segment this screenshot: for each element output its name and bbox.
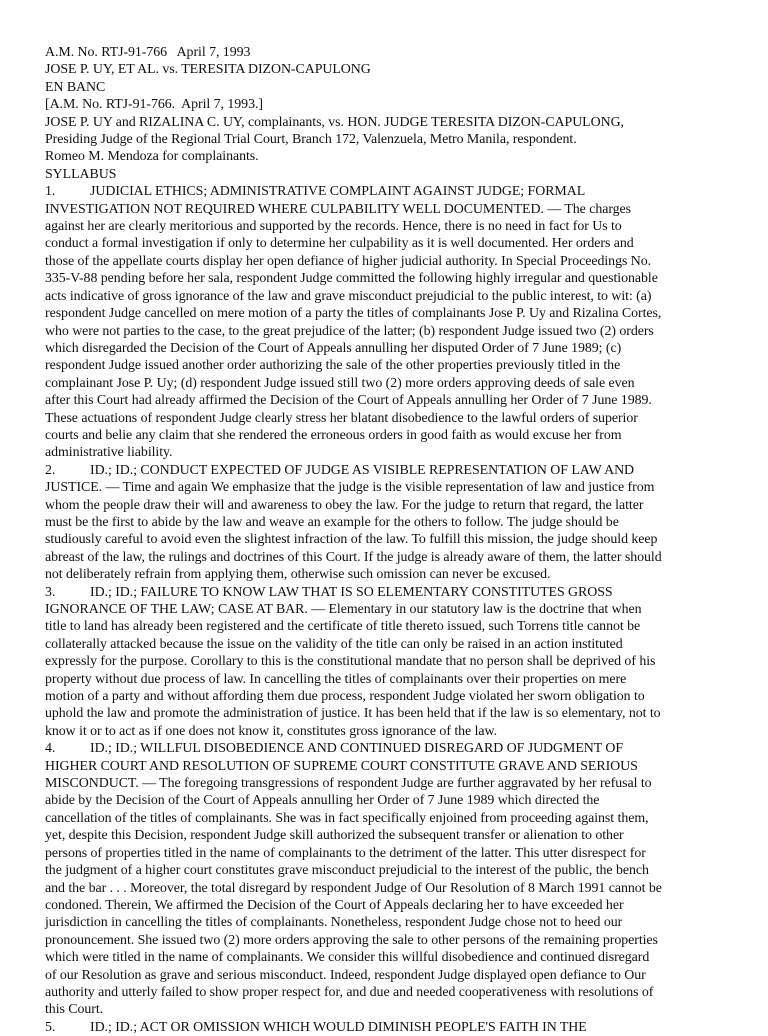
syllabus-item-line: acts indicative of gross ignorance of the law and grave misconduct prejudicial to the public interest, to wit: (a) [45, 288, 652, 304]
syllabus-item-number: 1. [45, 184, 56, 200]
syllabus-item-line [45, 740, 725, 757]
syllabus-item-line: title to land has already been registered and the certificate of title thereto issued, such Torrens title cannot be [45, 619, 641, 635]
syllabus-item-line: These actuations of respondent Judge clearly stress her blatant disobedience to the lawful orders of superior [45, 410, 638, 426]
syllabus-item-line: 335-V-88 pending before her sala, respondent Judge committed the following highly irregular and questionable [45, 271, 658, 287]
syllabus-item-line: INVESTIGATION NOT REQUIRED WHERE CULPABILITY WELL DOCUMENTED. — The charges [45, 201, 632, 217]
parties-line-1: JOSE P. UY and RIZALINA C. UY, complainants, vs. HON. JUDGE TERESITA DIZON-CAPULONG, [45, 114, 624, 130]
syllabus-item-number: 2. [45, 462, 56, 478]
syllabus-item-line: administrative liability. [45, 445, 173, 461]
syllabus-item-line: after this Court had already affirmed the Decision of the Court of Appeals annulling her Order of 7 June 1989. [45, 393, 652, 409]
syllabus-item-line: authority and utterly failed to show proper respect for, and due and needed cooperativeness with resolutions of [45, 984, 654, 1000]
syllabus-item-line: know it or to act as if one does not know it, constitutes gross ignorance of the law. [45, 723, 497, 739]
parties-line-2: Presiding Judge of the Regional Trial Court, Branch 172, Valenzuela, Metro Manila, respondent. [45, 132, 577, 148]
syllabus-item-line: conduct a formal investigation if only to determine her culpability as it is well documented. Her orders and [45, 236, 634, 252]
syllabus-item-line: pronouncement. She issued two (2) more orders approving the sale to other persons of the remaining properties [45, 932, 658, 948]
syllabus-item-line: the judgment of a higher court constitutes grave misconduct prejudicial to the interest of the public, the bench [45, 863, 649, 879]
syllabus-item-line [45, 462, 725, 479]
syllabus-item-line: respondent Judge issued another order authorizing the sale of the other properties previously titled in the [45, 358, 621, 374]
case-title-line: JOSE P. UY, ET AL. vs. TERESITA DIZON-CAPULONG [45, 62, 371, 78]
syllabus-item-heading: JUDICIAL ETHICS; ADMINISTRATIVE COMPLAINT AGAINST JUDGE; FORMAL [90, 184, 586, 200]
court-division-line: EN BANC [45, 79, 106, 95]
counsel-line: Romeo M. Mendoza for complainants. [45, 149, 259, 165]
syllabus-item-line: expressly for the purpose. Corollary to this is the constitutional mandate that no person shall be deprived of his [45, 654, 656, 670]
syllabus-item-line: of our Resolution as grave and serious misconduct. Indeed, respondent Judge displayed open defiance to Our [45, 967, 646, 983]
syllabus-item-line: uphold the law and promote the administration of justice. It has been held that if the law is so elementary, not to [45, 706, 661, 722]
syllabus-item-line: whom the people draw their will and awareness to obey the law. For the judge to return that regard, the latter [45, 497, 644, 513]
syllabus-item [45, 740, 725, 1019]
syllabus-item-line: MISCONDUCT. — The foregoing transgressions of respondent Judge are further aggravated by her refusal to [45, 776, 652, 792]
syllabus-item-line: abide by the Decision of the Court of Appeals annulling her Order of 7 June 1989 which directed the [45, 793, 600, 809]
syllabus-item-line: yet, despite this Decision, respondent Judge skill authorized the subsequent transfer or alienation to other [45, 828, 624, 844]
syllabus-item-line: jurisdiction in cancelling the titles of complainants. Nonetheless, respondent Judge chose not to heed our [45, 915, 623, 931]
syllabus-item-line: JUSTICE. — Time and again We emphasize that the judge is the visible representation of law and justice from [45, 480, 655, 496]
syllabus-item-line: courts and belie any claim that she rendered the erroneous orders in good faith as would excuse her from [45, 427, 622, 443]
syllabus-item-line: IGNORANCE OF THE LAW; CASE AT BAR. — Elementary in our statutory law is the doctrine that when [45, 602, 642, 617]
syllabus-item [45, 462, 725, 584]
syllabus-item-line: abreast of the law, the rulings and doctrines of this Court. If the judge is already aware of them, the latter should [45, 549, 662, 565]
syllabus-item-line [45, 1019, 725, 1036]
syllabus-item-line: studiously careful to avoid even the slightest infraction of the law. To fulfill this mission, the judge should keep [45, 532, 658, 548]
syllabus-item-heading: ID.; ID.; ACT OR OMISSION WHICH WOULD DIMINISH PEOPLE'S FAITH IN THE [90, 1019, 587, 1035]
syllabus-item-line: which disregarded the Decision of the Court of Appeals annulling her disputed Order of 7 June 1989; (c) [45, 340, 622, 356]
syllabus-item-line: who were not parties to the case, to the great prejudice of the latter; (b) respondent Judge issued two (2) orders [45, 323, 654, 339]
syllabus-item-line: collaterally attacked because the issue on the validity of the title can only be raised in an action instituted [45, 636, 623, 652]
syllabus-item-line: condoned. Therein, We affirmed the Decision of the Court of Appeals declaring her to have exceeded her [45, 897, 624, 913]
syllabus-item-line: complainant Jose P. Uy; (d) respondent Judge issued still two (2) more orders approving deeds of sale even [45, 375, 635, 391]
syllabus-item [45, 183, 725, 462]
document-page [45, 44, 725, 1036]
syllabus-item-line: property without due process of law. In cancelling the titles of complainants over their properties on mere [45, 671, 627, 687]
syllabus-item-line: and the bar . . . Moreover, the total disregard by respondent Judge of Our Resolution of 8 March 1991 cannot be [45, 880, 662, 896]
syllabus-item-line: respondent Judge cancelled on mere motion of a party the titles of complainants Jose P. Uy and Rizalina Cortes, [45, 306, 662, 322]
syllabus-item-number: 4. [45, 741, 56, 757]
syllabus-item-line: persons of properties titled in the name of complainants to the detriment of the latter. This utter disrespect for [45, 845, 646, 861]
syllabus-item [45, 1019, 725, 1036]
case-citation-line: A.M. No. RTJ-91-766 April 7, 1993 [45, 45, 251, 60]
syllabus-item-heading: ID.; ID.; FAILURE TO KNOW LAW THAT IS SO ELEMENTARY CONSTITUTES GROSS [90, 584, 613, 600]
syllabus-item-number: 5. [45, 1019, 56, 1035]
syllabus-item-line: HIGHER COURT AND RESOLUTION OF SUPREME COURT CONSTITUTE GRAVE AND SERIOUS [45, 758, 638, 774]
case-number-line: [A.M. No. RTJ-91-766. April 7, 1993.] [45, 97, 263, 113]
syllabus-item-line [45, 584, 725, 601]
syllabus-item-line: must be the first to abide by the law and weave an example for the others to follow. The judge should be [45, 514, 619, 530]
syllabus-item-line [45, 183, 725, 200]
syllabus-item-line: this Court. [45, 1002, 104, 1018]
syllabus-item-heading: ID.; ID.; WILLFUL DISOBEDIENCE AND CONTINUED DISREGARD OF JUDGMENT OF [90, 741, 624, 757]
syllabus-item-heading: ID.; ID.; CONDUCT EXPECTED OF JUDGE AS VISIBLE REPRESENTATION OF LAW AND [90, 462, 635, 478]
syllabus-item-number: 3. [45, 584, 56, 600]
syllabus-item-line: those of the appellate courts display her open defiance of higher judicial authority. In Special Proceedings No. [45, 253, 652, 269]
syllabus-item-line: not deliberately refrain from applying them, otherwise such omission can never be excused. [45, 567, 551, 583]
syllabus-item-line: motion of a party and without affording them due process, respondent Judge violated her sworn obligation to [45, 689, 645, 705]
syllabus-item-line: which were titled in the name of complainants. We consider this willful disobedience and continued disregard [45, 950, 650, 966]
syllabus-item-line: against her are clearly meritorious and supported by the records. Hence, there is no need in fact for Us to [45, 219, 622, 235]
syllabus-item-line: cancellation of the titles of complainants. She was in fact specifically enjoined from proceeding against them, [45, 810, 649, 826]
syllabus-heading: SYLLABUS [45, 166, 117, 182]
syllabus-item [45, 584, 725, 741]
syllabus-items [45, 183, 725, 1036]
